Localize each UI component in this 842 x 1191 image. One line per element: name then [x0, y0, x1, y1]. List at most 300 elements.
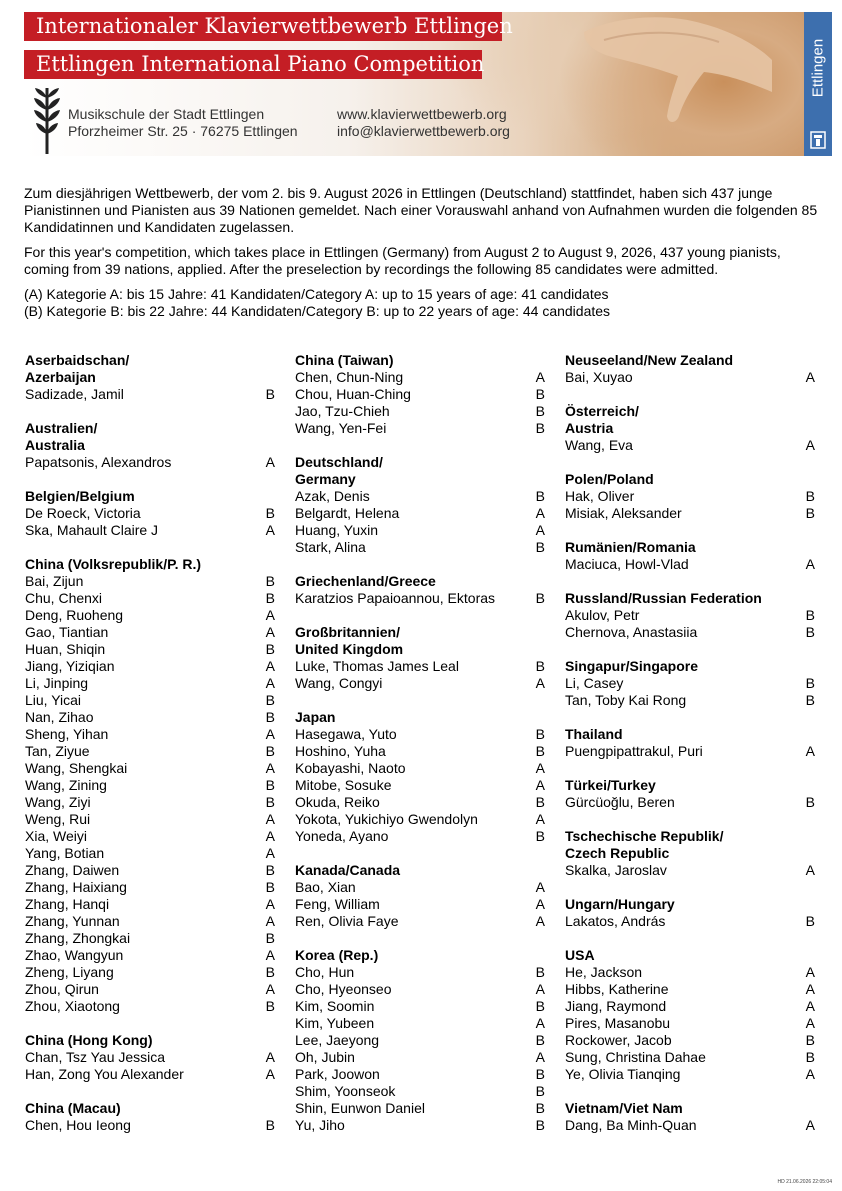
- candidate-row: [25, 709, 275, 726]
- country-heading: Rumänien/Romania: [565, 539, 696, 555]
- candidate-row: [295, 658, 545, 675]
- candidate-category: B: [265, 709, 275, 725]
- country-group: [25, 488, 275, 539]
- candidate-row: [565, 437, 815, 454]
- candidate-category: A: [535, 981, 545, 997]
- candidate-row: [25, 743, 275, 760]
- candidate-row: [25, 658, 275, 675]
- candidate-category: A: [535, 811, 545, 827]
- candidate-category: A: [805, 964, 815, 980]
- website-link[interactable]: www.klavierwettbewerb.org: [337, 106, 507, 122]
- candidate-category: A: [535, 369, 545, 385]
- candidate-category: B: [535, 1100, 545, 1116]
- candidate-row: [25, 896, 275, 913]
- candidate-row: [295, 1049, 545, 1066]
- candidate-column-1: [25, 352, 275, 1151]
- candidate-category: B: [535, 1117, 545, 1133]
- candidate-name: Papatsonis, Alexandros: [25, 454, 172, 470]
- candidate-name: Luke, Thomas James Leal: [295, 658, 459, 674]
- country-heading: Aserbaidschan/: [25, 352, 130, 368]
- candidate-category: A: [535, 505, 545, 521]
- country-heading: Vietnam/Viet Nam: [565, 1100, 683, 1116]
- candidate-row: [565, 675, 815, 692]
- candidate-category: A: [535, 879, 545, 895]
- school-name: Musikschule der Stadt Ettlingen: [68, 106, 265, 122]
- country-heading: Germany: [295, 471, 356, 487]
- candidate-row: [565, 1015, 815, 1032]
- country-heading: Japan: [295, 709, 336, 725]
- country-heading: Tschechische Republik/: [565, 828, 724, 844]
- candidate-row: [565, 998, 815, 1015]
- candidate-row: [295, 811, 545, 828]
- candidate-name: Zhang, Haixiang: [25, 879, 127, 895]
- candidate-row: [295, 590, 545, 607]
- candidate-category: A: [265, 981, 275, 997]
- candidate-row: [25, 998, 275, 1015]
- candidate-name: Tan, Ziyue: [25, 743, 90, 759]
- candidate-category: A: [265, 811, 275, 827]
- country-heading: China (Volksrepublik/P. R.): [25, 556, 202, 572]
- candidate-category: A: [535, 913, 545, 929]
- candidate-name: Zhang, Zhongkai: [25, 930, 131, 946]
- candidate-name: Cho, Hun: [295, 964, 355, 980]
- candidate-row: [295, 964, 545, 981]
- candidate-category: A: [805, 981, 815, 997]
- candidate-name: Misiak, Aleksander: [565, 505, 682, 521]
- candidate-name: Wang, Shengkai: [25, 760, 128, 776]
- candidate-category: B: [805, 1049, 815, 1065]
- candidate-row: [25, 947, 275, 964]
- category-a-note: (A) Kategorie A: bis 15 Jahre: 41 Kandidaten/Category A: up to 15 years of age: 41 candidates: [24, 286, 609, 302]
- country-group: [295, 352, 545, 437]
- candidate-category: A: [265, 913, 275, 929]
- candidate-name: Ren, Olivia Faye: [295, 913, 399, 929]
- candidate-name: Zheng, Liyang: [25, 964, 114, 980]
- candidate-name: Puengpipattrakul, Puri: [565, 743, 703, 759]
- candidate-name: Huan, Shiqin: [25, 641, 106, 657]
- candidate-name: Jiang, Yiziqian: [25, 658, 115, 674]
- candidate-row: [565, 1066, 815, 1083]
- country-heading: Belgien/Belgium: [25, 488, 135, 504]
- candidate-category: B: [805, 488, 815, 504]
- title-english: Ettlingen International Piano Competition: [24, 50, 482, 79]
- candidate-name: Zhang, Yunnan: [25, 913, 120, 929]
- country-group: [565, 1100, 815, 1134]
- candidate-row: [295, 743, 545, 760]
- country-group: [565, 403, 815, 454]
- candidate-row: [25, 505, 275, 522]
- candidate-name: Chou, Huan-Ching: [295, 386, 411, 402]
- candidate-category: A: [265, 607, 275, 623]
- candidate-name: Huang, Yuxin: [295, 522, 379, 538]
- candidate-name: Liu, Yicai: [25, 692, 82, 708]
- email-link[interactable]: info@klavierwettbewerb.org: [337, 123, 510, 139]
- candidate-name: Gürcüoğlu, Beren: [565, 794, 675, 810]
- candidate-row: [295, 675, 545, 692]
- candidate-category: B: [265, 743, 275, 759]
- ettlingen-side-strip: [804, 12, 832, 156]
- candidate-name: Nan, Zihao: [25, 709, 94, 725]
- candidate-name: He, Jackson: [565, 964, 643, 980]
- title-german: Internationaler Klavierwettbewerb Ettlingen: [24, 12, 502, 41]
- candidate-name: Chu, Chenxi: [25, 590, 103, 606]
- candidate-category: A: [265, 947, 275, 963]
- candidate-name: Zhao, Wangyun: [25, 947, 124, 963]
- candidate-category: A: [265, 726, 275, 742]
- candidate-row: [25, 1117, 275, 1134]
- candidate-category: B: [265, 590, 275, 606]
- country-heading: Korea (Rep.): [295, 947, 379, 963]
- candidate-name: Karatzios Papaioannou, Ektoras: [295, 590, 496, 606]
- country-heading: USA: [565, 947, 595, 963]
- country-heading: Türkei/Turkey: [565, 777, 656, 793]
- candidate-row: [295, 1015, 545, 1032]
- candidate-category: A: [805, 1117, 815, 1133]
- candidate-category: A: [265, 1066, 275, 1082]
- candidate-category: A: [265, 454, 275, 470]
- header-banner: [24, 12, 832, 156]
- country-group: [565, 828, 815, 879]
- candidate-row: [295, 420, 545, 437]
- candidate-name: Akulov, Petr: [565, 607, 640, 623]
- candidate-name: Deng, Ruoheng: [25, 607, 124, 623]
- candidate-name: Bao, Xian: [295, 879, 356, 895]
- country-heading: Großbritannien/: [295, 624, 400, 640]
- candidate-row: [25, 845, 275, 862]
- country-heading: Australia: [25, 437, 85, 453]
- contact-info: [337, 106, 510, 140]
- country-group: [565, 539, 815, 573]
- candidate-category: B: [535, 1066, 545, 1082]
- candidate-category: B: [535, 420, 545, 436]
- print-stamp: HD 21.06.2026 22:05:04: [777, 1179, 832, 1185]
- candidate-category: B: [805, 692, 815, 708]
- candidate-category: A: [805, 743, 815, 759]
- category-b-note: (B) Kategorie B: bis 22 Jahre: 44 Kandidaten/Category B: up to 22 years of age: 44 candidates: [24, 303, 611, 319]
- candidate-row: [25, 1049, 275, 1066]
- candidate-name: Jao, Tzu-Chieh: [295, 403, 390, 419]
- country-heading: United Kingdom: [295, 641, 404, 657]
- candidate-category: B: [805, 1032, 815, 1048]
- candidate-name: Hoshino, Yuha: [295, 743, 386, 759]
- candidate-row: [25, 760, 275, 777]
- candidate-row: [565, 369, 815, 386]
- candidate-name: Hasegawa, Yuto: [295, 726, 397, 742]
- candidate-row: [295, 403, 545, 420]
- country-group: [295, 573, 545, 607]
- candidate-category: B: [265, 794, 275, 810]
- candidate-category: A: [805, 1066, 815, 1082]
- country-group: [295, 624, 545, 692]
- candidate-name: Chen, Hou Ieong: [25, 1117, 131, 1133]
- candidate-category: B: [805, 675, 815, 691]
- candidate-name: Kim, Soomin: [295, 998, 375, 1014]
- candidate-row: [25, 386, 275, 403]
- candidate-name: Weng, Rui: [25, 811, 91, 827]
- candidate-name: Yang, Botian: [25, 845, 105, 861]
- country-heading: China (Macau): [25, 1100, 121, 1116]
- candidate-category: B: [535, 1083, 545, 1099]
- country-heading: Polen/Poland: [565, 471, 654, 487]
- candidate-name: Park, Joowon: [295, 1066, 380, 1082]
- country-group: [565, 777, 815, 811]
- candidate-name: Bai, Xuyao: [565, 369, 633, 385]
- candidate-category: B: [265, 862, 275, 878]
- candidate-category: A: [535, 896, 545, 912]
- candidate-row: [25, 624, 275, 641]
- candidate-row: [565, 1032, 815, 1049]
- candidate-name: Chen, Chun-Ning: [295, 369, 404, 385]
- country-heading: Ungarn/Hungary: [565, 896, 675, 912]
- candidate-row: [25, 862, 275, 879]
- candidate-row: [565, 981, 815, 998]
- candidate-row: [565, 1049, 815, 1066]
- candidate-row: [295, 1066, 545, 1083]
- candidate-row: [295, 488, 545, 505]
- candidate-row: [25, 454, 275, 471]
- candidate-row: [25, 964, 275, 981]
- candidate-row: [295, 505, 545, 522]
- country-heading: Czech Republic: [565, 845, 670, 861]
- candidate-name: Sheng, Yihan: [25, 726, 109, 742]
- candidate-category: A: [535, 777, 545, 793]
- candidate-category: B: [265, 573, 275, 589]
- candidate-name: Feng, William: [295, 896, 380, 912]
- candidate-row: [25, 522, 275, 539]
- school-info: [68, 106, 298, 140]
- candidate-row: [25, 981, 275, 998]
- candidate-category: A: [265, 828, 275, 844]
- country-heading: Austria: [565, 420, 614, 436]
- candidate-row: [295, 998, 545, 1015]
- candidate-name: Zhou, Xiaotong: [25, 998, 120, 1014]
- candidate-column-2: [295, 352, 545, 1151]
- candidate-row: [25, 641, 275, 658]
- candidate-name: Zhou, Qirun: [25, 981, 99, 997]
- music-school-logo: [32, 86, 62, 156]
- country-group: [565, 896, 815, 930]
- candidate-row: [25, 675, 275, 692]
- country-heading: Azerbaijan: [25, 369, 96, 385]
- candidate-row: [565, 692, 815, 709]
- candidate-category: A: [535, 522, 545, 538]
- country-heading: Neuseeland/New Zealand: [565, 352, 734, 368]
- candidate-row: [295, 777, 545, 794]
- country-heading: Deutschland/: [295, 454, 383, 470]
- candidate-category: B: [805, 794, 815, 810]
- candidate-row: [565, 862, 815, 879]
- candidate-name: De Roeck, Victoria: [25, 505, 141, 521]
- candidate-row: [295, 879, 545, 896]
- city-crest-icon: [809, 130, 827, 150]
- candidate-category: B: [535, 488, 545, 504]
- country-heading: Russland/Russian Federation: [565, 590, 762, 606]
- candidate-category: B: [535, 828, 545, 844]
- candidate-row: [25, 607, 275, 624]
- candidate-name: Pires, Masanobu: [565, 1015, 671, 1031]
- candidate-name: Ye, Olivia Tianqing: [565, 1066, 681, 1082]
- country-heading: Australien/: [25, 420, 98, 436]
- candidate-row: [295, 913, 545, 930]
- country-heading: Griechenland/Greece: [295, 573, 436, 589]
- candidate-name: Shin, Eunwon Daniel: [295, 1100, 425, 1116]
- candidate-name: Lakatos, András: [565, 913, 666, 929]
- pianist-hand-image: [544, 12, 774, 156]
- candidate-row: [565, 624, 815, 641]
- candidate-row: [295, 726, 545, 743]
- candidate-name: Hak, Oliver: [565, 488, 635, 504]
- country-group: [25, 556, 275, 1015]
- candidate-row: [25, 930, 275, 947]
- candidate-category: A: [535, 1015, 545, 1031]
- candidate-row: [565, 505, 815, 522]
- candidate-category: B: [265, 964, 275, 980]
- candidate-row: [25, 573, 275, 590]
- candidate-category: B: [265, 930, 275, 946]
- candidate-row: [565, 1117, 815, 1134]
- candidate-category: B: [535, 998, 545, 1014]
- candidate-name: Stark, Alina: [295, 539, 366, 555]
- candidate-name: Wang, Yen-Fei: [295, 420, 387, 436]
- country-group: [25, 420, 275, 471]
- candidate-name: Cho, Hyeonseo: [295, 981, 392, 997]
- candidate-name: Dang, Ba Minh-Quan: [565, 1117, 697, 1133]
- candidate-name: Zhang, Hanqi: [25, 896, 110, 912]
- candidate-row: [25, 777, 275, 794]
- country-group: [295, 709, 545, 845]
- candidate-category: B: [265, 641, 275, 657]
- country-heading: Thailand: [565, 726, 623, 742]
- country-group: [25, 1100, 275, 1134]
- candidate-row: [25, 692, 275, 709]
- candidate-row: [25, 726, 275, 743]
- candidate-name: Gao, Tiantian: [25, 624, 109, 640]
- candidate-category: A: [265, 658, 275, 674]
- candidate-name: Yu, Jiho: [295, 1117, 345, 1133]
- candidate-name: Okuda, Reiko: [295, 794, 380, 810]
- school-address: Pforzheimer Str. 25 · 76275 Ettlingen: [68, 123, 298, 139]
- candidate-category: B: [535, 403, 545, 419]
- candidate-category: B: [535, 386, 545, 402]
- country-group: [295, 454, 545, 556]
- candidate-category: B: [535, 743, 545, 759]
- country-group: [295, 862, 545, 930]
- candidate-category: B: [535, 964, 545, 980]
- candidate-name: Chernova, Anastasiia: [565, 624, 698, 640]
- intro-text: [24, 185, 824, 320]
- candidate-row: [295, 539, 545, 556]
- candidate-name: Han, Zong You Alexander: [25, 1066, 184, 1082]
- candidate-row: [295, 369, 545, 386]
- candidate-name: Azak, Denis: [295, 488, 370, 504]
- candidate-row: [25, 913, 275, 930]
- candidate-name: Yoneda, Ayano: [295, 828, 389, 844]
- candidate-category: A: [265, 896, 275, 912]
- country-group: [565, 590, 815, 641]
- candidate-category: B: [535, 726, 545, 742]
- country-heading: Singapur/Singapore: [565, 658, 699, 674]
- candidate-row: [295, 1117, 545, 1134]
- candidate-name: Li, Jinping: [25, 675, 89, 691]
- candidate-category: B: [805, 607, 815, 623]
- candidate-row: [295, 386, 545, 403]
- candidate-row: [25, 879, 275, 896]
- candidate-category: A: [265, 760, 275, 776]
- country-group: [565, 947, 815, 1083]
- candidate-category: B: [265, 1117, 275, 1133]
- candidate-name: Sung, Christina Dahae: [565, 1049, 706, 1065]
- candidate-row: [295, 1083, 545, 1100]
- country-heading: China (Taiwan): [295, 352, 394, 368]
- country-group: [25, 352, 275, 403]
- candidate-row: [295, 1032, 545, 1049]
- candidate-name: Oh, Jubin: [295, 1049, 355, 1065]
- candidate-name: Kobayashi, Naoto: [295, 760, 406, 776]
- candidate-name: Wang, Eva: [565, 437, 633, 453]
- country-group: [25, 1032, 275, 1083]
- candidate-category: A: [805, 1015, 815, 1031]
- candidate-name: Belgardt, Helena: [295, 505, 400, 521]
- candidate-row: [25, 828, 275, 845]
- candidate-name: Bai, Zijun: [25, 573, 84, 589]
- candidate-category: A: [535, 675, 545, 691]
- candidate-category: A: [535, 760, 545, 776]
- country-heading: China (Hong Kong): [25, 1032, 153, 1048]
- candidate-category: B: [265, 879, 275, 895]
- candidate-category: B: [535, 658, 545, 674]
- candidate-category: A: [805, 556, 815, 572]
- country-group: [565, 658, 815, 709]
- candidate-name: Ska, Mahault Claire J: [25, 522, 159, 538]
- candidate-column-3: [565, 352, 815, 1151]
- candidate-row: [565, 964, 815, 981]
- country-group: [565, 726, 815, 760]
- candidate-name: Wang, Zining: [25, 777, 107, 793]
- candidate-category: A: [265, 675, 275, 691]
- candidate-category: B: [265, 692, 275, 708]
- intro-german: Zum diesjährigen Wettbewerb, der vom 2. bis 9. August 2026 in Ettlingen (Deutschland) stattfindet, haben sich 437 junge Pianistinnen und Pianisten aus 39 Nationen gemeldet. Nach einer Vorauswahl anhand von Aufnahmen wurden die folgenden 85 Kandidatinnen und Kandidaten zugelassen.: [24, 185, 818, 235]
- candidate-row: [25, 794, 275, 811]
- country-heading: Kanada/Canada: [295, 862, 401, 878]
- candidate-name: Lee, Jaeyong: [295, 1032, 380, 1048]
- candidate-category: B: [265, 386, 275, 402]
- candidate-category: A: [265, 624, 275, 640]
- country-heading: Österreich/: [565, 403, 639, 419]
- candidate-category: A: [805, 862, 815, 878]
- candidate-row: [295, 896, 545, 913]
- candidate-row: [25, 1066, 275, 1083]
- candidate-name: Hibbs, Katherine: [565, 981, 669, 997]
- candidate-row: [295, 522, 545, 539]
- candidate-category: B: [805, 505, 815, 521]
- intro-english: For this year's competition, which takes place in Ettlingen (Germany) from August 2 to August 9, 2026, 437 young pianists, coming from 39 nations, applied. After the preselection by recordings the following 85 candidates were admitted.: [24, 244, 781, 277]
- candidate-row: [25, 590, 275, 607]
- candidate-name: Tan, Toby Kai Rong: [565, 692, 687, 708]
- candidate-name: Sadizade, Jamil: [25, 386, 124, 402]
- candidate-name: Skalka, Jaroslav: [565, 862, 667, 878]
- candidate-category: A: [805, 437, 815, 453]
- candidate-category: A: [265, 522, 275, 538]
- candidate-category: B: [265, 777, 275, 793]
- candidate-row: [565, 488, 815, 505]
- candidate-name: Chan, Tsz Yau Jessica: [25, 1049, 166, 1065]
- candidate-name: Mitobe, Sosuke: [295, 777, 392, 793]
- candidate-category: B: [265, 998, 275, 1014]
- candidate-name: Xia, Weiyi: [25, 828, 87, 844]
- candidate-category: A: [535, 1049, 545, 1065]
- candidate-row: [565, 913, 815, 930]
- candidate-name: Rockower, Jacob: [565, 1032, 672, 1048]
